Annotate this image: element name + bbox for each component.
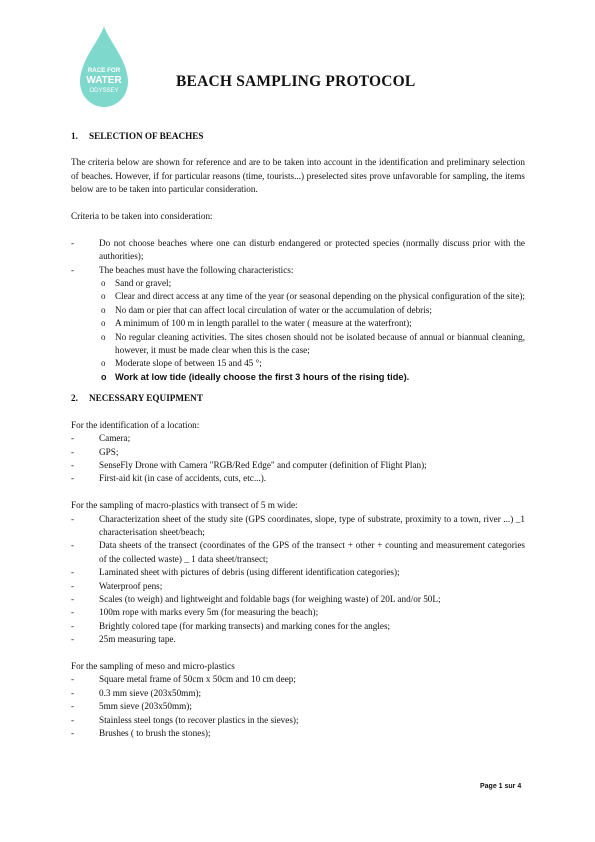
list-item: - Brushes ( to brush the stones); (71, 727, 525, 740)
location-equipment-list (71, 432, 525, 486)
section-2-title: NECESSARY EQUIPMENT (89, 393, 203, 404)
list-item: - Brightly colored tape (for marking transects) and marking cones for the angles; (71, 620, 525, 633)
meso-micro-plastics-label: For the sampling of meso and micro-plastics (71, 660, 235, 671)
list-item (71, 264, 525, 385)
page-number: Page 1 sur 4 (480, 783, 522, 790)
list-item: - Square metal frame of 50cm x 50cm and 10 cm deep; (71, 673, 525, 686)
macro-equipment-list (71, 513, 525, 647)
list-item: - 5mm sieve (203x50mm); (71, 700, 525, 713)
list-item: - Scales (to weigh) and lightweight and foldable bags (for weighing waste) of 20L and/or 50L; (71, 593, 525, 606)
section-1-heading (71, 130, 525, 143)
list-item: - SenseFly Drone with Camera "RGB/Red Edge" and computer (definition of Flight Plan); (71, 459, 525, 472)
list-item: - 0.3 mm sieve (203x50mm); (71, 687, 525, 700)
section-2-heading (71, 392, 525, 405)
list-item: - Do not choose beaches where one can disturb endangered or protected species (normally discuss prior with the authorities); (71, 237, 525, 264)
list-item: - Laminated sheet with pictures of debris (using different identification categories); (71, 566, 525, 579)
race-for-water-logo (78, 26, 130, 108)
section-1-intro: The criteria below are shown for reference and are to be taken into account in the identification and preliminary selection of beaches. However, if for particular reasons (time, tourists...) preselected sites prove unfavorable for sampling, the items below are to be taken into particular consideration. (71, 157, 525, 195)
list-item: - First-aid kit (in case of accidents, cuts, etc...). (71, 472, 525, 485)
list-item: - Stainless steel tongs (to recover plastics in the sieves); (71, 714, 525, 727)
list-item: o No regular cleaning activities. The sites chosen should not be isolated because of annual or biannual cleaning, however, it must be made clear when this is the case; (99, 331, 525, 358)
criteria-list (71, 237, 525, 384)
list-item: o No dam or pier that can affect local circulation of water or the accumulation of debris; (99, 304, 525, 317)
meso-equipment-list (71, 673, 525, 740)
logo-line-3: ODYSSEY (89, 88, 119, 94)
section-1-title: SELECTION OF BEACHES (89, 131, 204, 141)
macro-plastics-label: For the sampling of macro-plastics with transect of 5 m wide: (71, 500, 298, 511)
characteristics-label: The beaches must have the following characteristics: (99, 264, 294, 275)
document-title: BEACH SAMPLING PROTOCOL (176, 73, 416, 90)
list-item: o A minimum of 100 m in length parallel to the water ( measure at the waterfront); (99, 317, 525, 330)
list-item: - 25m measuring tape. (71, 633, 525, 646)
section-2-number: 2. (71, 393, 78, 404)
logo-line-1: RACE FOR (87, 67, 121, 74)
list-item: o Work at low tide (ideally choose the first 3 hours of the rising tide). (99, 371, 525, 384)
list-item: - 100m rope with marks every 5m (for measuring the beach); (71, 606, 525, 619)
characteristics-list (99, 277, 525, 384)
section-1-number: 1. (71, 131, 78, 141)
list-item: o Moderate slope of between 15 and 45 °; (99, 357, 525, 370)
list-item: o Clear and direct access at any time of the year (or seasonal depending on the physical configuration of the site); (99, 290, 525, 303)
list-item: - Data sheets of the transect (coordinates of the GPS of the transect + other + counting and measurement categories of the collected waste) _ 1 data sheet/transect; (71, 539, 525, 566)
list-item: - GPS; (71, 446, 525, 459)
document-body (71, 130, 525, 740)
list-item: - Characterization sheet of the study site (GPS coordinates, slope, type of substrate, proximity to a town, river ...) _1 characterisation sheet/beach; (71, 513, 525, 540)
list-item: - Waterproof pens; (71, 580, 525, 593)
criteria-label: Criteria to be taken into consideration: (71, 211, 213, 222)
location-label: For the identification of a location: (71, 419, 200, 430)
list-item: - Camera; (71, 432, 525, 445)
logo-line-2: WATER (86, 75, 122, 86)
list-item: o Sand or gravel; (99, 277, 525, 290)
